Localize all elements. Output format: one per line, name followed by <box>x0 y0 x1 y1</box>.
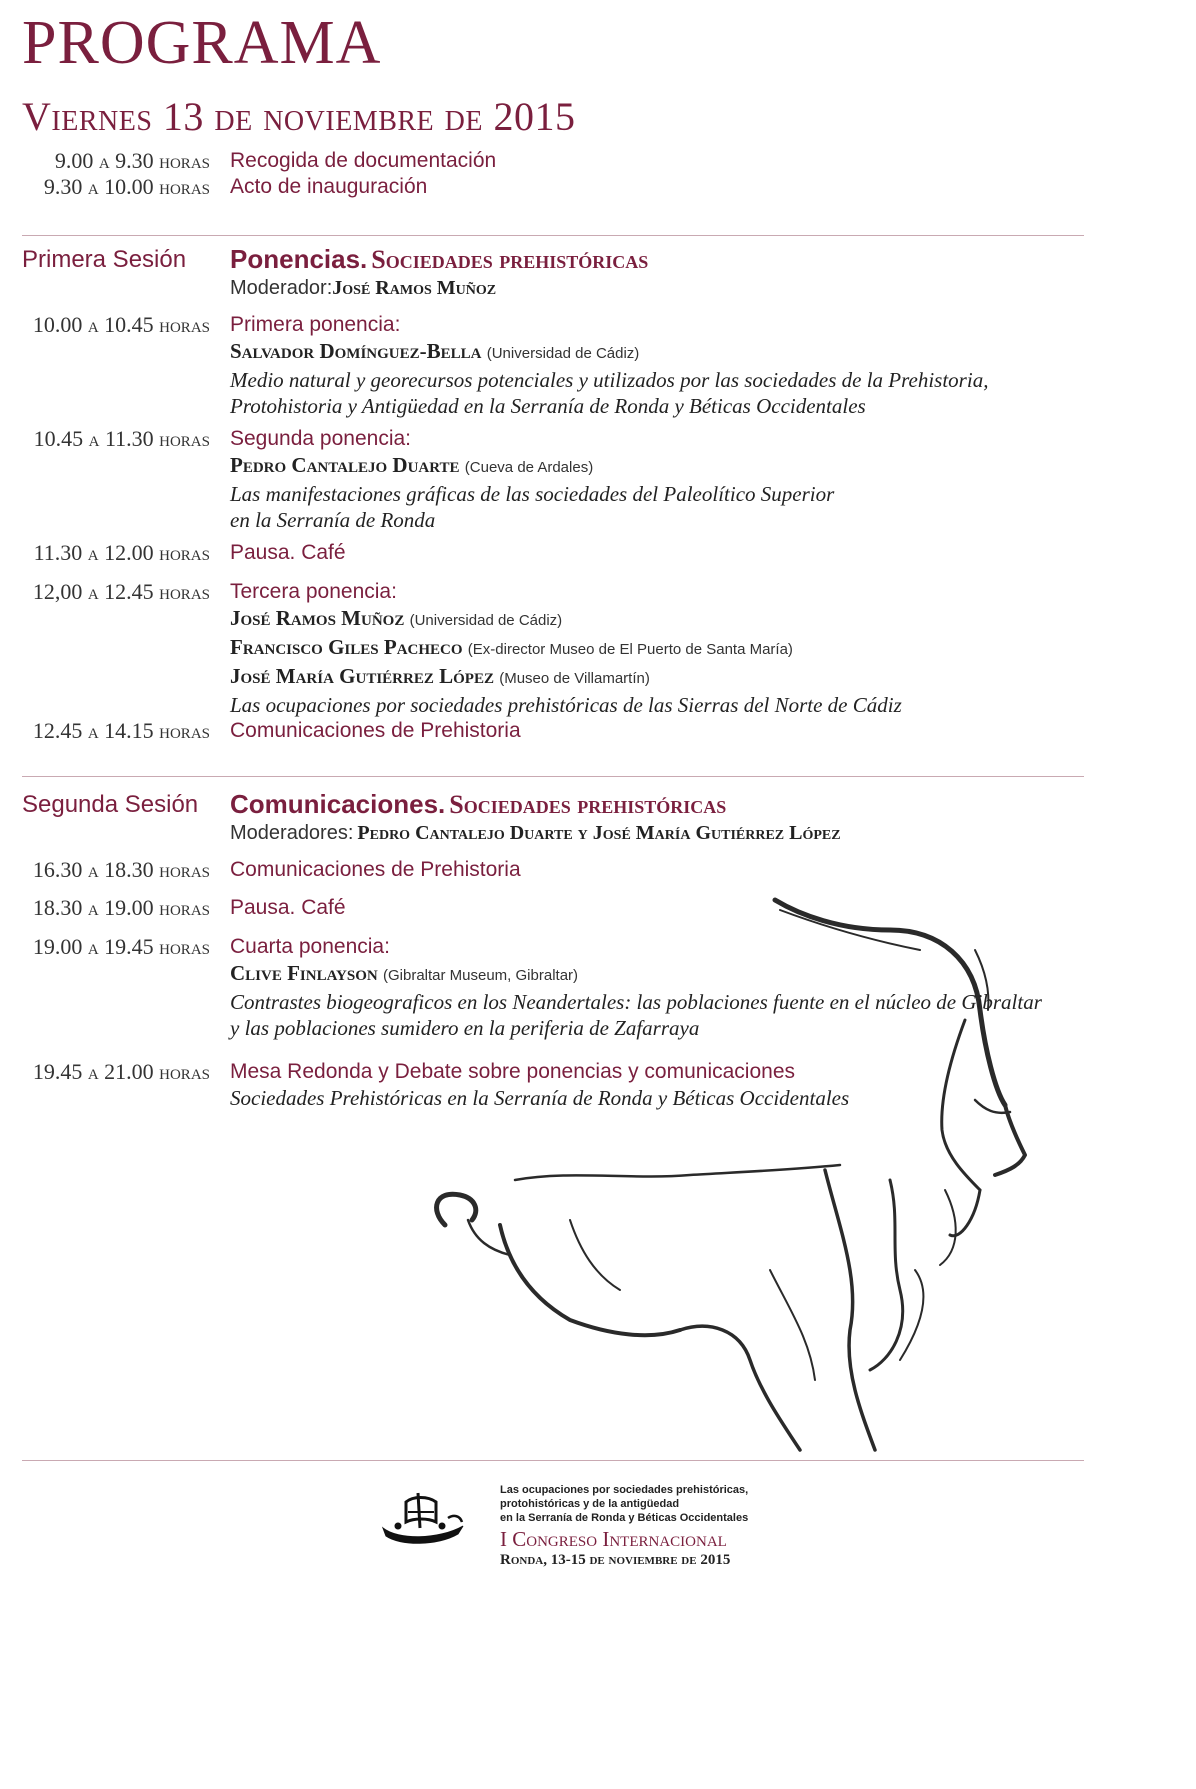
moderator-label: Moderadores: <box>230 822 354 844</box>
event-label: Pausa. Café <box>230 896 346 919</box>
time-range: 9.00 a 9.30 horas <box>54 148 210 173</box>
footer-subtitle: en la Serranía de Ronda y Béticas Occidentales <box>500 1512 749 1524</box>
event-label: Primera ponencia: <box>230 313 401 336</box>
speaker-affiliation: (Cueva de Ardales) <box>464 459 594 476</box>
speaker <box>230 338 1110 367</box>
footer-block <box>500 1483 748 1569</box>
time-range: 12.45 a 14.15 horas <box>32 718 210 743</box>
speaker <box>230 605 1110 634</box>
speaker-name: Clive Finlayson <box>230 961 378 985</box>
event-label: Tercera ponencia: <box>230 580 397 603</box>
moderator-line <box>230 820 841 846</box>
event-label: Acto de inauguración <box>230 175 428 198</box>
speaker <box>230 960 1110 989</box>
speaker-name: Pedro Cantalejo Duarte <box>230 453 460 477</box>
moderator-label: Moderador: <box>230 277 333 299</box>
talk-title: en la Serranía de Ronda <box>230 508 436 532</box>
day-heading: Viernes 13 de noviembre de 2015 <box>22 94 576 139</box>
speaker-affiliation: (Gibraltar Museum, Gibraltar) <box>382 967 579 984</box>
speaker-name: José Ramos Muñoz <box>230 606 405 630</box>
moderator-line <box>230 275 496 301</box>
event-label: Comunicaciones de Prehistoria <box>230 719 521 742</box>
time-range: 18.30 a 19.00 horas <box>32 895 210 920</box>
talk-title: y las poblaciones sumidero en la periferia de Zafarraya <box>230 1016 700 1040</box>
speaker <box>230 452 1110 481</box>
time-range: 19.45 a 21.00 horas <box>32 1059 210 1084</box>
session-name: Primera Sesión <box>22 246 187 273</box>
divider <box>22 1460 1084 1461</box>
congress-place-date: Ronda, 13-15 de noviembre de 2015 <box>500 1552 731 1568</box>
time-range: 12,00 a 12.45 horas <box>32 579 210 604</box>
session-title-rest: Sociedades prehistóricas <box>449 790 727 819</box>
time-range: 10.00 a 10.45 horas <box>32 312 210 337</box>
divider <box>22 235 1084 236</box>
divider <box>22 776 1084 777</box>
speaker-affiliation: (Universidad de Cádiz) <box>409 612 563 629</box>
talk-title: Las ocupaciones por sociedades prehistóricas de las Sierras del Norte de Cádiz <box>230 693 902 717</box>
event-label: Cuarta ponencia: <box>230 935 390 958</box>
talk-title: Sociedades Prehistóricas en la Serranía de Ronda y Béticas Occidentales <box>230 1086 850 1110</box>
session-title-bold: Ponencias. <box>230 244 368 274</box>
speaker-affiliation: (Museo de Villamartín) <box>499 670 650 687</box>
moderator-name: José Ramos Muñoz <box>332 277 497 299</box>
time-range: 11.30 a 12.00 horas <box>33 540 210 565</box>
event-label: Mesa Redonda y Debate sobre ponencias y comunicaciones <box>230 1060 796 1083</box>
speaker-affiliation: (Universidad de Cádiz) <box>486 345 640 362</box>
speaker-name: José María Gutiérrez López <box>230 664 494 688</box>
footer-subtitle: Las ocupaciones por sociedades prehistóricas, <box>500 1484 749 1496</box>
moderator-name: Pedro Cantalejo Duarte y José María Gutiérrez López <box>357 822 841 844</box>
ship-logo-icon <box>378 1488 468 1548</box>
speaker-name: Francisco Giles Pacheco <box>230 635 463 659</box>
time-range: 9.30 a 10.00 horas <box>43 174 210 199</box>
speaker-affiliation: (Ex-director Museo de El Puerto de Santa María) <box>467 641 793 658</box>
talk-title: Medio natural y georecursos potenciales y utilizados por las sociedades de la Prehistoria, <box>230 368 989 392</box>
congress-title: I Congreso Internacional <box>500 1527 727 1551</box>
session-title <box>230 789 726 820</box>
event-label: Segunda ponencia: <box>230 427 411 450</box>
event-label: Comunicaciones de Prehistoria <box>230 858 521 881</box>
speaker <box>230 663 1110 692</box>
time-range: 10.45 a 11.30 horas <box>33 426 210 451</box>
time-range: 19.00 a 19.45 horas <box>32 934 210 959</box>
session-title-bold: Comunicaciones. <box>230 789 446 819</box>
talk-title: Las manifestaciones gráficas de las sociedades del Paleolítico Superior <box>230 482 835 506</box>
speaker-name: Salvador Domínguez-Bella <box>230 339 482 363</box>
page-title: PROGRAMA <box>22 9 382 77</box>
speaker <box>230 634 1110 663</box>
session-title <box>230 244 648 275</box>
footer-subtitle: protohistóricas y de la antigüedad <box>500 1498 680 1510</box>
time-range: 16.30 a 18.30 horas <box>32 857 210 882</box>
session-title-rest: Sociedades prehistóricas <box>371 245 649 274</box>
event-label: Pausa. Café <box>230 541 346 564</box>
session-name: Segunda Sesión <box>22 791 199 818</box>
event-label: Recogida de documentación <box>230 149 497 172</box>
talk-title: Contrastes biogeograficos en los Neandertales: las poblaciones fuente en el núcleo de Gibraltar <box>230 990 1042 1014</box>
talk-title: Protohistoria y Antigüedad en la Serranía de Ronda y Béticas Occidentales <box>230 394 866 418</box>
